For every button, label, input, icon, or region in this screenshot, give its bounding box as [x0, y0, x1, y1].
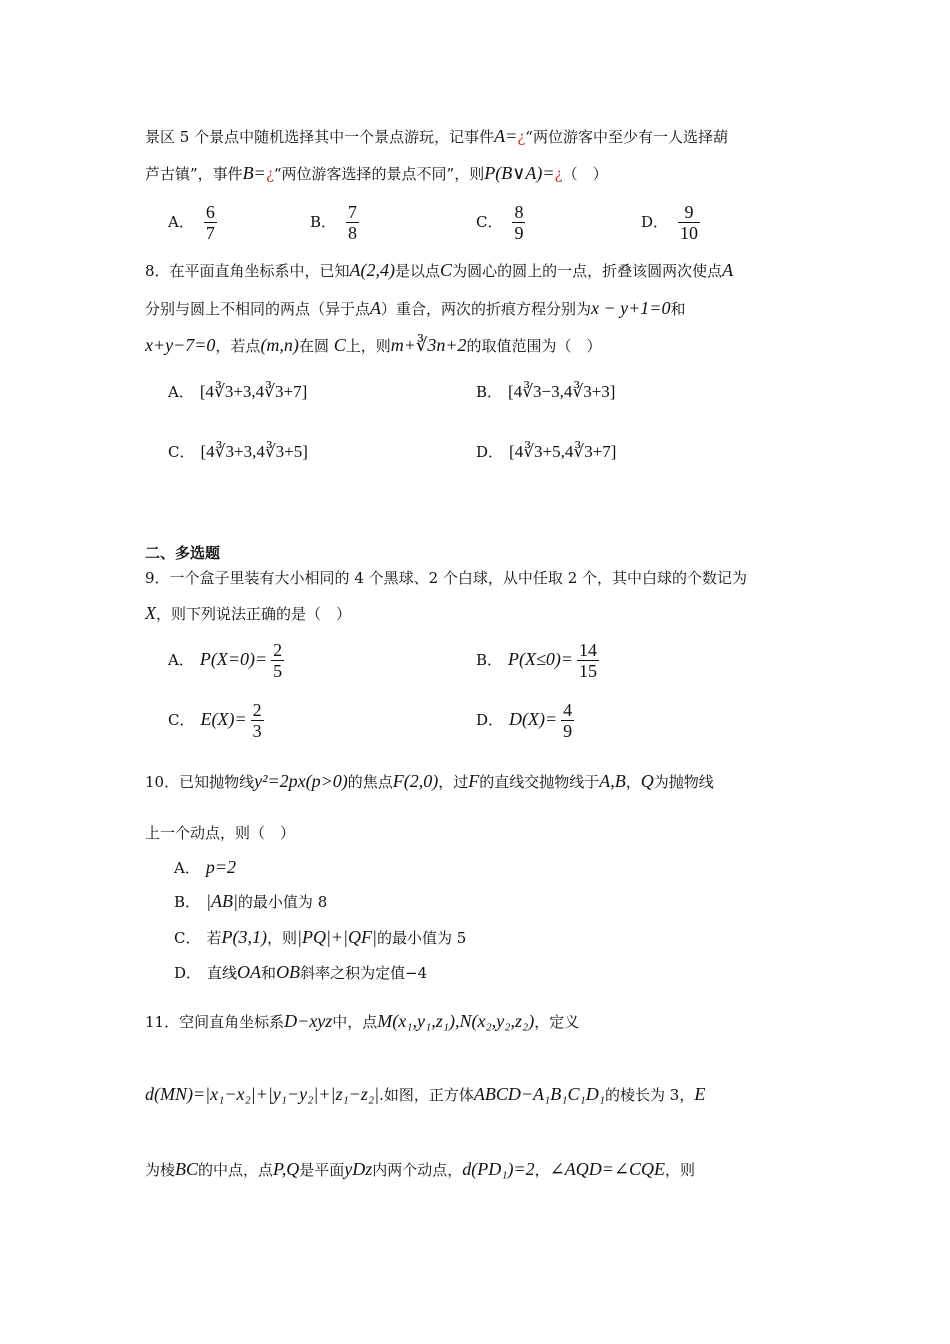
q11-line-2: d(MN)=|x₁−x₂|+|y₁−y₂|+|z₁−z₂|.如图，正方体ABCD−A₁B₁C₁D₁的棱长为 3，E	[145, 1084, 706, 1104]
event-b: B=	[242, 163, 266, 183]
q7-option-c[interactable]: C． $\frac{8}{9}$	[476, 202, 524, 243]
q10-line-1: 10．已知抛物线y²=2px(p>0)的焦点F(2,0)，过F的直线交抛物线于A,B，Q为抛物线	[145, 771, 714, 791]
fraction: $\frac{2}{3}$	[252, 700, 262, 741]
fraction: $\frac{2}{5}$	[273, 640, 283, 681]
probability-expr: P(B∨A)=	[484, 163, 555, 183]
q10-option-d[interactable]: D． 直线OA和OB斜率之积为定值−4	[174, 962, 428, 982]
q10-option-a[interactable]: A． p=2	[174, 857, 236, 877]
q8-line-3: x+y−7=0，若点(m,n)在圆 C上，则m+∛3n+2的取值范围为（ ）	[145, 335, 602, 355]
q10-option-b[interactable]: B． |AB|的最小值为 8	[174, 891, 328, 911]
q8-line-1: 8．在平面直角坐标系中，已知A(2,4)是以点C为圆心的圆上的一点，折叠该圆两次使点A	[145, 260, 734, 280]
fraction: $\frac{9}{10}$	[680, 202, 699, 243]
q10-option-c[interactable]: C． 若P(3,1)，则|PQ|+|QF|的最小值为 5	[174, 927, 467, 947]
q9-option-b[interactable]: B． P(X≤0)= $\frac{14}{15}$	[476, 640, 598, 681]
q9-line-1: 9．一个盒子里装有大小相同的 4 个黑球、2 个白球，从中任取 2 个，其中白球的个数记为	[145, 569, 748, 587]
fraction: $\frac{14}{15}$	[579, 640, 598, 681]
q8-option-a[interactable]: A． [4∛3+3,4∛3+7]	[168, 382, 308, 401]
q7-option-b[interactable]: B． $\frac{7}{8}$	[310, 202, 358, 243]
q11-line-3: 为棱BC的中点，点P,Q是平面yDz内两个动点，d(PD₁)=2，∠AQD=∠CQE，则	[145, 1159, 695, 1179]
q8-line-2: 分别与圆上不相同的两点（异于点A）重合，两次的折痕方程分别为x − y+1=0和	[145, 298, 686, 318]
q7-option-a[interactable]: A． $\frac{6}{7}$	[168, 202, 215, 243]
inv-question-mark: ¿	[554, 165, 563, 183]
section-title-multiple-choice: 二、多选题	[145, 544, 221, 562]
q9-option-a[interactable]: A． P(X=0)= $\frac{2}{5}$	[168, 640, 283, 681]
fraction: $\frac{6}{7}$	[205, 202, 215, 243]
fraction: $\frac{4}{9}$	[563, 700, 573, 741]
q8-option-b[interactable]: B． [4∛3−3,4∛3+3]	[476, 382, 616, 401]
inv-question-mark: ¿	[517, 128, 526, 146]
q8-option-c[interactable]: C． [4∛3+3,4∛3+5]	[168, 442, 308, 461]
q10-line-2: 上一个动点，则（ ）	[145, 824, 296, 842]
q9-option-d[interactable]: D． D(X)= $\frac{4}{9}$	[476, 700, 573, 741]
q7-line-1: 景区 5 个景点中随机选择其中一个景点游玩，记事件A=¿“两位游客中至少有一人选择葫	[145, 126, 728, 146]
event-a: A=	[494, 126, 518, 146]
fraction: $\frac{8}{9}$	[514, 202, 524, 243]
q9-line-2: X，则下列说法正确的是（ ）	[145, 603, 352, 623]
q7-line-2: 芦古镇”，事件B=¿“两位游客选择的景点不同”，则P(B∨A)=¿（ ）	[145, 163, 608, 183]
q7-option-d[interactable]: D． $\frac{9}{10}$	[641, 202, 699, 243]
q8-option-d[interactable]: D． [4∛3+5,4∛3+7]	[476, 442, 617, 461]
q11-line-1: 11．空间直角坐标系D−xyz中，点M(x₁,y₁,z₁),N(x₂,y₂,z₂)，定义	[145, 1011, 580, 1031]
inv-question-mark: ¿	[265, 165, 274, 183]
q9-option-c[interactable]: C． E(X)= $\frac{2}{3}$	[168, 700, 262, 741]
fraction: $\frac{7}{8}$	[348, 202, 358, 243]
